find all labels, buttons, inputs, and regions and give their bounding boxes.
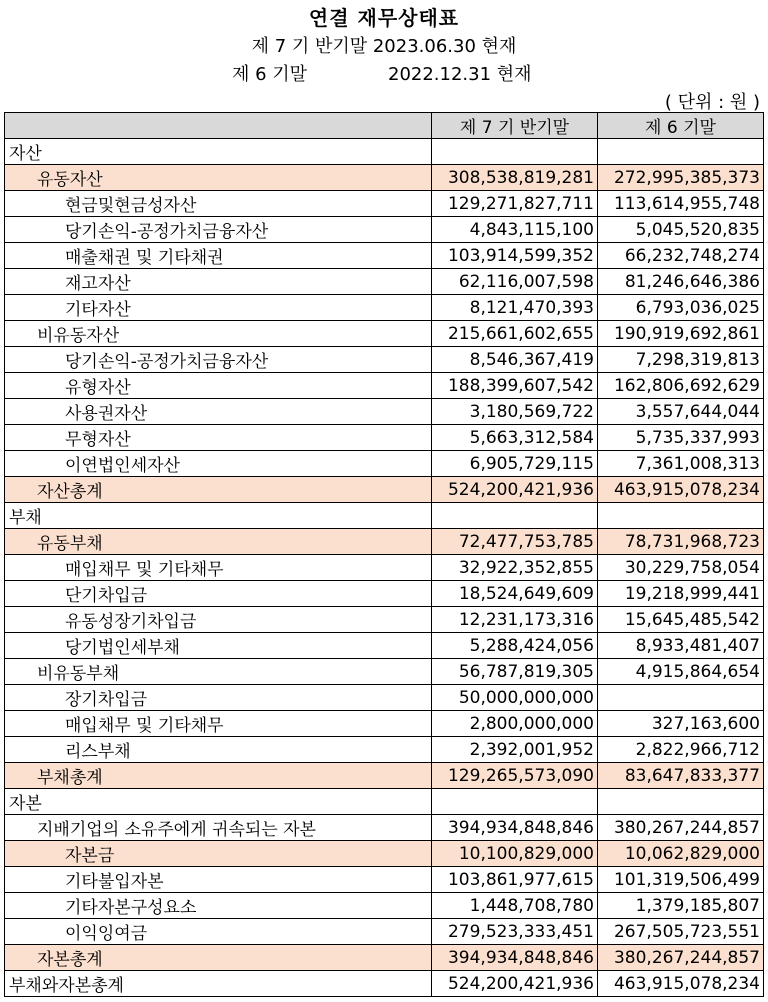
- current-period-value: 103,914,599,352: [432, 243, 598, 269]
- column-header-prior: 제 6 기말: [598, 113, 764, 139]
- prior-period-value: 463,915,078,234: [598, 477, 764, 503]
- current-period-value: 6,905,729,115: [432, 451, 598, 477]
- prior-period-value: [598, 503, 764, 529]
- account-label: 장기차입금: [5, 685, 432, 711]
- table-row: [5, 347, 764, 373]
- prior-period-value: [598, 139, 764, 165]
- table-row: [5, 139, 764, 165]
- table-row: [5, 191, 764, 217]
- table-row: [5, 919, 764, 945]
- table-row: [5, 737, 764, 763]
- prior-period-value: 10,062,829,000: [598, 841, 764, 867]
- current-period-value: 2,392,001,952: [432, 737, 598, 763]
- account-label: 부채: [5, 503, 432, 529]
- account-label: 부채총계: [5, 763, 432, 789]
- account-label: 유동성장기차입금: [5, 607, 432, 633]
- table-row: [5, 633, 764, 659]
- account-label: 비유동자산: [5, 321, 432, 347]
- table-row: [5, 425, 764, 451]
- account-label: 자산: [5, 139, 432, 165]
- current-period-value: 62,116,007,598: [432, 269, 598, 295]
- current-period-value: 50,000,000,000: [432, 685, 598, 711]
- prior-period-value: 30,229,758,054: [598, 555, 764, 581]
- table-row: [5, 581, 764, 607]
- account-label: 당기손익-공정가치금융자산: [5, 217, 432, 243]
- table-row: [5, 711, 764, 737]
- prior-period-value: 190,919,692,861: [598, 321, 764, 347]
- account-label: 이연법인세자산: [5, 451, 432, 477]
- table-row: [5, 321, 764, 347]
- current-period-value: 72,477,753,785: [432, 529, 598, 555]
- table-row: [5, 243, 764, 269]
- current-period-value: 524,200,421,936: [432, 477, 598, 503]
- statement-title: 연결 재무상태표: [308, 6, 460, 30]
- account-label: 재고자산: [5, 269, 432, 295]
- unit-label: ( 단위 : 원 ): [664, 92, 760, 113]
- table-row: [5, 607, 764, 633]
- account-label: 지배기업의 소유주에게 귀속되는 자본: [5, 815, 432, 841]
- account-label: 기타불입자본: [5, 867, 432, 893]
- current-period-value: 5,663,312,584: [432, 425, 598, 451]
- current-period-value: 8,546,367,419: [432, 347, 598, 373]
- current-period-value: 32,922,352,855: [432, 555, 598, 581]
- current-period-value: 56,787,819,305: [432, 659, 598, 685]
- column-header-current: 제 7 기 반기말: [432, 113, 598, 139]
- account-label: 기타자산: [5, 295, 432, 321]
- current-period-value: 18,524,649,609: [432, 581, 598, 607]
- account-label: 매출채권 및 기타채권: [5, 243, 432, 269]
- table-row: [5, 841, 764, 867]
- table-row: [5, 217, 764, 243]
- prior-period-value: 6,793,036,025: [598, 295, 764, 321]
- account-label: 사용권자산: [5, 399, 432, 425]
- table-row: [5, 555, 764, 581]
- current-period-value: 308,538,819,281: [432, 165, 598, 191]
- current-period-value: 394,934,848,846: [432, 815, 598, 841]
- table-row: [5, 373, 764, 399]
- column-header-account: [5, 113, 432, 139]
- prior-period-value: 7,361,008,313: [598, 451, 764, 477]
- account-label: 기타자본구성요소: [5, 893, 432, 919]
- prior-period-value: 5,045,520,835: [598, 217, 764, 243]
- period-prior-date: 2022.12.31 현재: [388, 64, 532, 85]
- current-period-value: 10,100,829,000: [432, 841, 598, 867]
- current-period-value: 1,448,708,780: [432, 893, 598, 919]
- prior-period-value: 78,731,968,723: [598, 529, 764, 555]
- prior-period-value: 8,933,481,407: [598, 633, 764, 659]
- current-period-value: 394,934,848,846: [432, 945, 598, 971]
- table-row: [5, 945, 764, 971]
- prior-period-value: 380,267,244,857: [598, 945, 764, 971]
- prior-period-value: 7,298,319,813: [598, 347, 764, 373]
- account-label: 단기차입금: [5, 581, 432, 607]
- current-period-value: 129,271,827,711: [432, 191, 598, 217]
- prior-period-value: 327,163,600: [598, 711, 764, 737]
- table-row: [5, 763, 764, 789]
- prior-period-value: 267,505,723,551: [598, 919, 764, 945]
- table-row: [5, 295, 764, 321]
- current-period-value: 215,661,602,655: [432, 321, 598, 347]
- prior-period-value: 2,822,966,712: [598, 737, 764, 763]
- table-header-row: [5, 113, 764, 139]
- current-period-value: [432, 139, 598, 165]
- prior-period-value: 1,379,185,807: [598, 893, 764, 919]
- current-period-value: 188,399,607,542: [432, 373, 598, 399]
- account-label: 자본: [5, 789, 432, 815]
- current-period-value: 8,121,470,393: [432, 295, 598, 321]
- current-period-value: 4,843,115,100: [432, 217, 598, 243]
- account-label: 자산총계: [5, 477, 432, 503]
- current-period-value: [432, 503, 598, 529]
- table-row: [5, 269, 764, 295]
- account-label: 부채와자본총계: [5, 971, 432, 997]
- table-row: [5, 789, 764, 815]
- prior-period-value: 4,915,864,654: [598, 659, 764, 685]
- prior-period-value: 5,735,337,993: [598, 425, 764, 451]
- account-label: 유동부채: [5, 529, 432, 555]
- prior-period-value: 15,645,485,542: [598, 607, 764, 633]
- account-label: 당기손익-공정가치금융자산: [5, 347, 432, 373]
- account-label: 유동자산: [5, 165, 432, 191]
- current-period-value: 129,265,573,090: [432, 763, 598, 789]
- table-row: [5, 893, 764, 919]
- account-label: 매입채무 및 기타채무: [5, 711, 432, 737]
- prior-period-value: [598, 789, 764, 815]
- table-row: [5, 503, 764, 529]
- account-label: 현금및현금성자산: [5, 191, 432, 217]
- current-period-value: 103,861,977,615: [432, 867, 598, 893]
- current-period-value: 279,523,333,451: [432, 919, 598, 945]
- prior-period-value: 113,614,955,748: [598, 191, 764, 217]
- table-row: [5, 399, 764, 425]
- table-row: [5, 971, 764, 997]
- period-prior-label: 제 6 기말: [232, 64, 308, 85]
- current-period-value: 5,288,424,056: [432, 633, 598, 659]
- account-label: 비유동부채: [5, 659, 432, 685]
- prior-period-value: [598, 685, 764, 711]
- prior-period-value: 162,806,692,629: [598, 373, 764, 399]
- account-label: 리스부채: [5, 737, 432, 763]
- account-label: 매입채무 및 기타채무: [5, 555, 432, 581]
- current-period-value: 3,180,569,722: [432, 399, 598, 425]
- table-row: [5, 815, 764, 841]
- table-row: [5, 659, 764, 685]
- prior-period-value: 66,232,748,274: [598, 243, 764, 269]
- prior-period-value: 380,267,244,857: [598, 815, 764, 841]
- prior-period-value: 463,915,078,234: [598, 971, 764, 997]
- prior-period-value: 3,557,644,044: [598, 399, 764, 425]
- prior-period-value: 101,319,506,499: [598, 867, 764, 893]
- account-label: 당기법인세부채: [5, 633, 432, 659]
- balance-sheet-table: [4, 112, 764, 997]
- table-row: [5, 685, 764, 711]
- account-label: 유형자산: [5, 373, 432, 399]
- account-label: 자본총계: [5, 945, 432, 971]
- table-row: [5, 867, 764, 893]
- prior-period-value: 83,647,833,377: [598, 763, 764, 789]
- current-period-value: 524,200,421,936: [432, 971, 598, 997]
- table-row: [5, 477, 764, 503]
- prior-period-value: 19,218,999,441: [598, 581, 764, 607]
- account-label: 무형자산: [5, 425, 432, 451]
- current-period-value: 12,231,173,316: [432, 607, 598, 633]
- period-current: 제 7 기 반기말 2023.06.30 현재: [251, 36, 517, 57]
- prior-period-value: 272,995,385,373: [598, 165, 764, 191]
- table-row: [5, 451, 764, 477]
- account-label: 자본금: [5, 841, 432, 867]
- table-row: [5, 529, 764, 555]
- current-period-value: 2,800,000,000: [432, 711, 598, 737]
- prior-period-value: 81,246,646,386: [598, 269, 764, 295]
- account-label: 이익잉여금: [5, 919, 432, 945]
- table-row: [5, 165, 764, 191]
- current-period-value: [432, 789, 598, 815]
